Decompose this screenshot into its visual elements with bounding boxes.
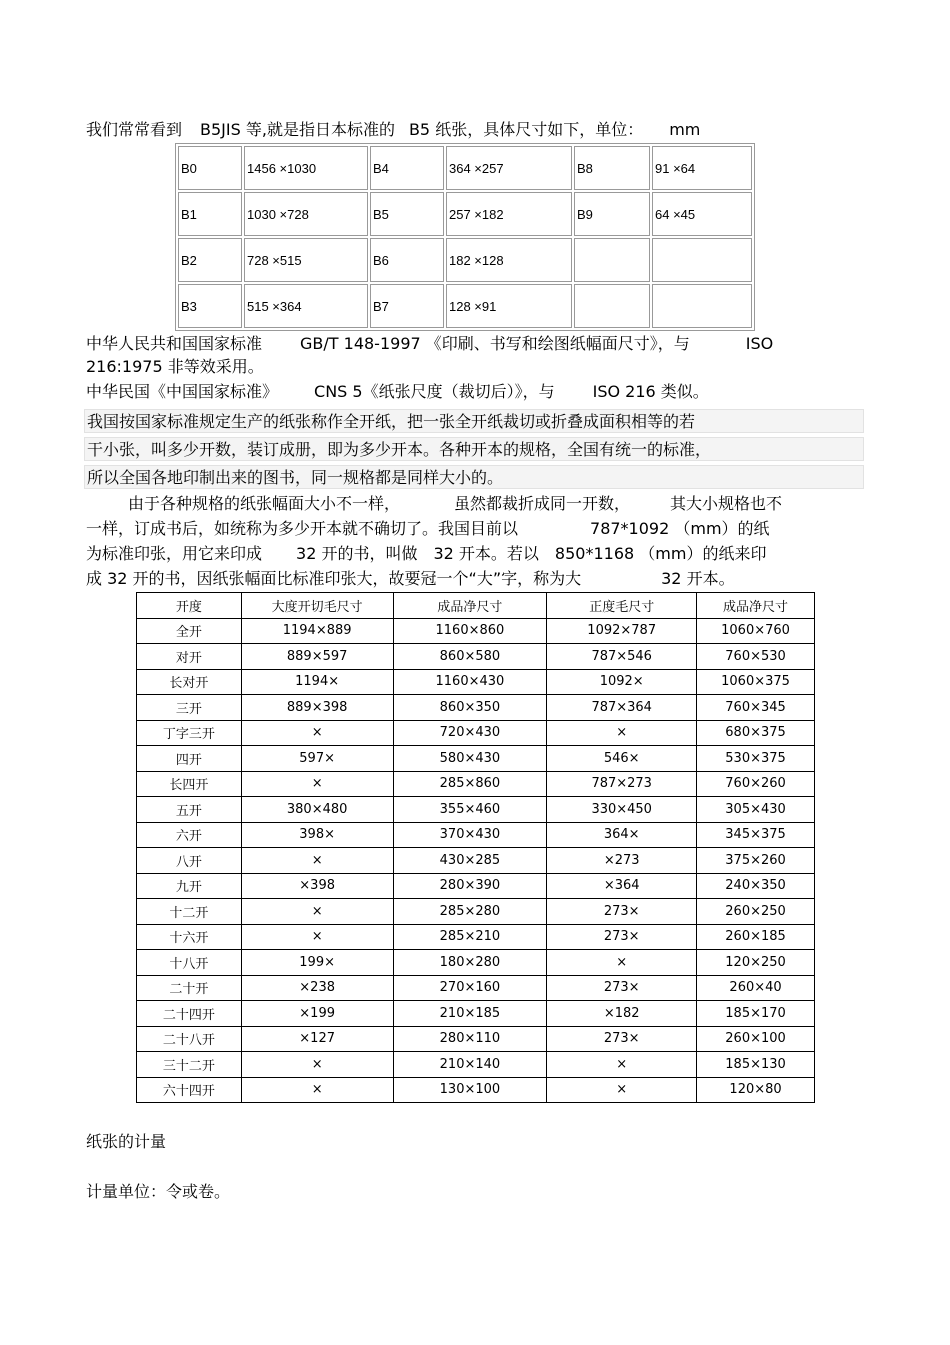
- format-table-cell: 260×185: [697, 924, 815, 950]
- std-gb-text: GB/T 148-1997 《印刷、书写和绘图纸幅面尺寸》，与: [300, 334, 690, 353]
- b-table-cell: B3: [178, 284, 242, 328]
- standard-line-1: [86, 333, 773, 355]
- format-table-cell: ×273: [547, 848, 697, 874]
- format-table-cell: 355×460: [393, 797, 547, 823]
- format-table-row: [137, 771, 815, 797]
- format-table-cell: 120×80: [697, 1077, 815, 1103]
- format-table-cell: 八开: [137, 848, 242, 874]
- format-table-header-cell: 开度: [137, 593, 242, 619]
- format-table-cell: 270×160: [393, 975, 547, 1001]
- intro-unit: mm: [669, 120, 701, 139]
- para-line-2: [86, 518, 770, 540]
- b-table-cell: 182 ×128: [446, 238, 572, 282]
- b-table-cell: 128 ×91: [446, 284, 572, 328]
- format-table-cell: ×199: [241, 1001, 393, 1027]
- format-table-cell: 889×597: [241, 644, 393, 670]
- format-table-header-cell: 成品净尺寸: [697, 593, 815, 619]
- intro-text-a: 我们常常看到: [86, 120, 183, 139]
- b-series-table: [175, 143, 755, 331]
- format-table-cell: 285×280: [393, 899, 547, 925]
- b-table-cell: B8: [574, 146, 650, 190]
- measure-heading-text: 纸张的计量: [86, 1132, 167, 1151]
- b-table-row: [178, 192, 752, 236]
- para-text-1a: 由于各种规格的纸张幅面大小不一样，: [128, 494, 401, 513]
- format-table-cell: 全开: [137, 618, 242, 644]
- format-table-cell: 260×40: [697, 975, 815, 1001]
- format-table-cell: 680×375: [697, 720, 815, 746]
- para-line-4: [86, 568, 735, 590]
- shaded-text-2: 干小张，叫多少开数，装订成册，即为多少开本。各种开本的规格，全国有统一的标准，: [87, 440, 712, 459]
- format-table-row: [137, 720, 815, 746]
- format-table-header-row: [137, 593, 815, 619]
- para-line-1: [128, 493, 782, 515]
- format-table-cell: ×: [241, 848, 393, 874]
- format-table-cell: 530×375: [697, 746, 815, 772]
- format-table-cell: ×182: [547, 1001, 697, 1027]
- format-table-row: [137, 848, 815, 874]
- format-table-row: [137, 695, 815, 721]
- format-table-cell: 六十四开: [137, 1077, 242, 1103]
- format-table-row: [137, 1077, 815, 1103]
- format-table-cell: 375×260: [697, 848, 815, 874]
- b-table-row: [178, 238, 752, 282]
- standard-line-3: [86, 381, 709, 403]
- format-table-cell: ×: [241, 1077, 393, 1103]
- format-table-cell: 430×285: [393, 848, 547, 874]
- format-table-header-cell: 正度毛尺寸: [547, 593, 697, 619]
- format-table-cell: 五开: [137, 797, 242, 823]
- std-iso-year: 216:1975 非等效采用。: [86, 357, 264, 376]
- format-table-cell: 380×480: [241, 797, 393, 823]
- format-table-cell: 三开: [137, 695, 242, 721]
- b-table-cell: B7: [370, 284, 444, 328]
- para-text-2b: 787*1092 （mm）的纸: [590, 519, 770, 538]
- intro-line: [86, 119, 700, 141]
- format-table-cell: 760×260: [697, 771, 815, 797]
- format-table-cell: 四开: [137, 746, 242, 772]
- format-table-cell: 1160×860: [393, 618, 547, 644]
- format-table-cell: 787×364: [547, 695, 697, 721]
- measure-unit: [86, 1181, 230, 1203]
- format-table-row: [137, 797, 815, 823]
- shaded-line-3: [84, 465, 864, 489]
- format-table-cell: 1092×: [547, 669, 697, 695]
- format-table-cell: 280×390: [393, 873, 547, 899]
- format-size-table: [136, 592, 815, 1103]
- format-table-row: [137, 924, 815, 950]
- format-table-row: [137, 644, 815, 670]
- b-table-cell: [652, 284, 752, 328]
- format-table-cell: 1060×375: [697, 669, 815, 695]
- format-table-cell: 六开: [137, 822, 242, 848]
- format-table-cell: 285×860: [393, 771, 547, 797]
- b-table-cell: 364 ×257: [446, 146, 572, 190]
- format-table-header-cell: 成品净尺寸: [393, 593, 547, 619]
- format-table-cell: ×: [241, 1052, 393, 1078]
- para-text-4a: 成 32 开的书，因纸张幅面比标准印张大，故要冠一个“大”字，称为大: [86, 569, 582, 588]
- format-table-cell: ×: [547, 950, 697, 976]
- format-table-cell: 210×140: [393, 1052, 547, 1078]
- format-table-cell: ×: [547, 720, 697, 746]
- shaded-text-1: 我国按国家标准规定生产的纸张称作全开纸，把一张全开纸裁切或折叠成面积相等的若: [87, 412, 696, 431]
- measure-heading: [86, 1131, 166, 1153]
- format-table-cell: ×: [547, 1052, 697, 1078]
- format-table-cell: ×: [241, 924, 393, 950]
- format-table-cell: 185×170: [697, 1001, 815, 1027]
- format-table-cell: 二十八开: [137, 1026, 242, 1052]
- format-table-cell: ×238: [241, 975, 393, 1001]
- format-table-cell: 889×398: [241, 695, 393, 721]
- format-table-cell: 1194×: [241, 669, 393, 695]
- format-table-cell: 三十二开: [137, 1052, 242, 1078]
- b-table-cell: 91 ×64: [652, 146, 752, 190]
- format-table-row: [137, 899, 815, 925]
- b-table-row: [178, 146, 752, 190]
- para-text-3c: 32 开本。若以: [433, 544, 539, 563]
- format-table-cell: 长四开: [137, 771, 242, 797]
- b-table-cell: B4: [370, 146, 444, 190]
- format-table-cell: 546×: [547, 746, 697, 772]
- format-table-row: [137, 822, 815, 848]
- format-table-cell: ×398: [241, 873, 393, 899]
- std-iso216-text: ISO 216 类似。: [592, 382, 709, 401]
- para-text-4b: 32 开本。: [661, 569, 735, 588]
- format-table-cell: 十二开: [137, 899, 242, 925]
- format-table-cell: 1194×889: [241, 618, 393, 644]
- format-table-cell: 二十开: [137, 975, 242, 1001]
- format-table-cell: 860×350: [393, 695, 547, 721]
- format-table-cell: ×127: [241, 1026, 393, 1052]
- format-table-row: [137, 746, 815, 772]
- format-table-row: [137, 1026, 815, 1052]
- format-table-cell: 273×: [547, 975, 697, 1001]
- format-table-cell: 九开: [137, 873, 242, 899]
- format-table-row: [137, 975, 815, 1001]
- format-table-cell: ×364: [547, 873, 697, 899]
- format-table-cell: 185×130: [697, 1052, 815, 1078]
- format-table-cell: 787×273: [547, 771, 697, 797]
- format-table-row: [137, 950, 815, 976]
- format-table-cell: 260×100: [697, 1026, 815, 1052]
- format-table-row: [137, 1001, 815, 1027]
- format-table-cell: 1092×787: [547, 618, 697, 644]
- format-table-cell: 580×430: [393, 746, 547, 772]
- b-table-cell: 257 ×182: [446, 192, 572, 236]
- format-table-cell: 305×430: [697, 797, 815, 823]
- b-table-cell: B6: [370, 238, 444, 282]
- format-table-cell: 345×375: [697, 822, 815, 848]
- format-table-cell: 十六开: [137, 924, 242, 950]
- para-text-2a: 一样，订成书后，如统称为多少开本就不确切了。我国目前以: [86, 519, 519, 538]
- b-table-cell: B2: [178, 238, 242, 282]
- format-table-cell: 597×: [241, 746, 393, 772]
- format-table-cell: 787×546: [547, 644, 697, 670]
- standard-line-2: [86, 356, 264, 378]
- shaded-line-2: [84, 437, 864, 461]
- para-line-3: [86, 543, 766, 565]
- format-table-cell: 720×430: [393, 720, 547, 746]
- format-table-cell: 330×450: [547, 797, 697, 823]
- measure-unit-text: 计量单位：令或卷。: [86, 1182, 231, 1201]
- format-table-cell: 760×345: [697, 695, 815, 721]
- para-text-3d: 850*1168 （mm）的纸来印: [554, 544, 767, 563]
- format-table-cell: ×: [241, 899, 393, 925]
- format-table-cell: 丁字三开: [137, 720, 242, 746]
- intro-text-b: B5JIS 等,就是指日本标准的: [200, 120, 395, 139]
- para-text-1b: 虽然都裁折成同一开数，: [454, 494, 631, 513]
- format-table-row: [137, 873, 815, 899]
- format-table-row: [137, 618, 815, 644]
- format-table-row: [137, 669, 815, 695]
- b-table-cell: 64 ×45: [652, 192, 752, 236]
- format-table-cell: 199×: [241, 950, 393, 976]
- format-table-cell: 二十四开: [137, 1001, 242, 1027]
- format-table-cell: 273×: [547, 924, 697, 950]
- std-cns-text: CNS 5《纸张尺度（裁切后）》，与: [314, 382, 555, 401]
- format-table-cell: 120×250: [697, 950, 815, 976]
- format-table-cell: 130×100: [393, 1077, 547, 1103]
- format-table-header-cell: 大度开切毛尺寸: [241, 593, 393, 619]
- b-table-cell: B5: [370, 192, 444, 236]
- format-table-cell: 860×580: [393, 644, 547, 670]
- shaded-line-1: [84, 409, 864, 433]
- format-table-cell: 对开: [137, 644, 242, 670]
- para-text-3b: 32 开的书，叫做: [296, 544, 418, 563]
- format-table-cell: 760×530: [697, 644, 815, 670]
- b-table-cell: [652, 238, 752, 282]
- std-iso-label: ISO: [745, 334, 774, 353]
- format-table-cell: 398×: [241, 822, 393, 848]
- format-table-cell: ×: [241, 720, 393, 746]
- b-table-cell: 1030 ×728: [244, 192, 368, 236]
- format-table-cell: 长对开: [137, 669, 242, 695]
- std-cn-label: 中华人民共和国国家标准: [86, 334, 263, 353]
- para-text-3a: 为标准印张，用它来印成: [86, 544, 263, 563]
- b-table-cell: 515 ×364: [244, 284, 368, 328]
- b-table-cell: B0: [178, 146, 242, 190]
- format-table-row: [137, 1052, 815, 1078]
- format-table-cell: 1060×760: [697, 618, 815, 644]
- b-table-cell: [574, 284, 650, 328]
- format-table-cell: 273×: [547, 899, 697, 925]
- format-table-cell: 364×: [547, 822, 697, 848]
- b-table-cell: B1: [178, 192, 242, 236]
- format-table-cell: ×: [241, 771, 393, 797]
- format-table-cell: 285×210: [393, 924, 547, 950]
- std-roc-label: 中华民国《中国国家标准》: [86, 382, 279, 401]
- format-table-cell: 280×110: [393, 1026, 547, 1052]
- b-table-row: [178, 284, 752, 328]
- format-table-cell: 240×350: [697, 873, 815, 899]
- b-table-cell: [574, 238, 650, 282]
- intro-text-c: B5 纸张，具体尺寸如下，单位：: [408, 120, 644, 139]
- format-table-cell: 210×185: [393, 1001, 547, 1027]
- format-table-cell: 370×430: [393, 822, 547, 848]
- b-table-cell: 1456 ×1030: [244, 146, 368, 190]
- b-table-cell: 728 ×515: [244, 238, 368, 282]
- format-table-cell: 180×280: [393, 950, 547, 976]
- b-table-cell: B9: [574, 192, 650, 236]
- format-table-cell: 十八开: [137, 950, 242, 976]
- shaded-text-3: 所以全国各地印制出来的图书，同一规格都是同样大小的。: [87, 468, 504, 487]
- para-text-1c: 其大小规格也不: [670, 494, 783, 513]
- format-table-cell: 260×250: [697, 899, 815, 925]
- format-table-cell: 1160×430: [393, 669, 547, 695]
- format-table-cell: 273×: [547, 1026, 697, 1052]
- format-table-cell: ×: [547, 1077, 697, 1103]
